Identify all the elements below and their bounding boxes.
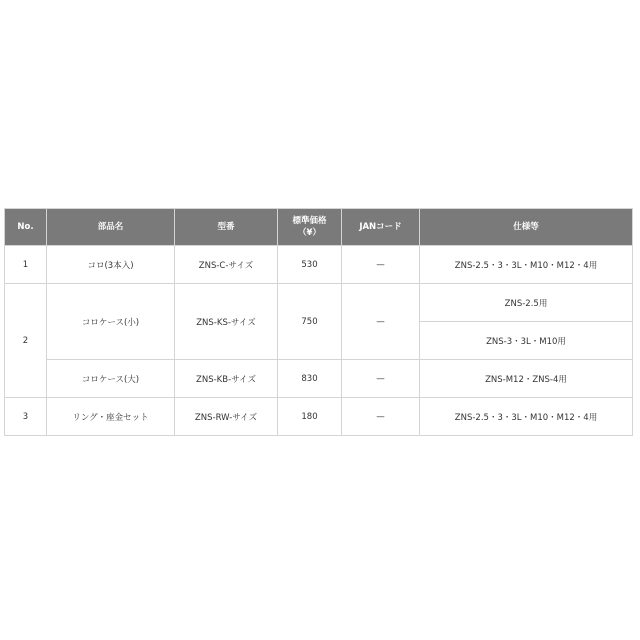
table-row xyxy=(5,246,633,284)
header-standard-price xyxy=(278,209,342,246)
cell-price: 530 xyxy=(278,246,342,284)
cell-specification: ZNS-M12・ZNS-4用 xyxy=(420,360,633,398)
cell-specification: ZNS-3・3L・M10用 xyxy=(420,322,633,360)
cell-price: 180 xyxy=(278,398,342,436)
header-jan-code: JANコード xyxy=(342,209,420,246)
cell-specification: ZNS-2.5用 xyxy=(420,284,633,322)
header-price-label: 標準価格 xyxy=(292,216,327,226)
cell-model-number: ZNS-RW-サイズ xyxy=(175,398,278,436)
cell-model-number: ZNS-KB-サイズ xyxy=(175,360,278,398)
cell-jan-code: — xyxy=(342,398,420,436)
cell-no: 3 xyxy=(5,398,47,436)
cell-price: 750 xyxy=(278,284,342,360)
table-row xyxy=(5,398,633,436)
table-row xyxy=(5,360,633,398)
cell-model-number: ZNS-KS-サイズ xyxy=(175,284,278,360)
table-row xyxy=(5,284,633,322)
header-model-number: 型番 xyxy=(175,209,278,246)
cell-price: 830 xyxy=(278,360,342,398)
header-row xyxy=(5,209,633,246)
cell-jan-code: — xyxy=(342,360,420,398)
cell-part-name: コロケース(小) xyxy=(47,284,175,360)
cell-model-number: ZNS-C-サイズ xyxy=(175,246,278,284)
cell-part-name: コロ(3本入) xyxy=(47,246,175,284)
cell-jan-code: — xyxy=(342,284,420,360)
header-specification: 仕様等 xyxy=(420,209,633,246)
cell-no: 1 xyxy=(5,246,47,284)
cell-specification: ZNS-2.5・3・3L・M10・M12・4用 xyxy=(420,246,633,284)
parts-table xyxy=(4,208,633,436)
header-part-name: 部品名 xyxy=(47,209,175,246)
cell-specification: ZNS-2.5・3・3L・M10・M12・4用 xyxy=(420,398,633,436)
cell-part-name: リング・座金セット xyxy=(47,398,175,436)
cell-jan-code: — xyxy=(342,246,420,284)
cell-part-name: コロケース(大) xyxy=(47,360,175,398)
cell-no: 2 xyxy=(5,284,47,398)
header-no: No. xyxy=(5,209,47,246)
header-price-unit: （¥） xyxy=(298,228,321,238)
